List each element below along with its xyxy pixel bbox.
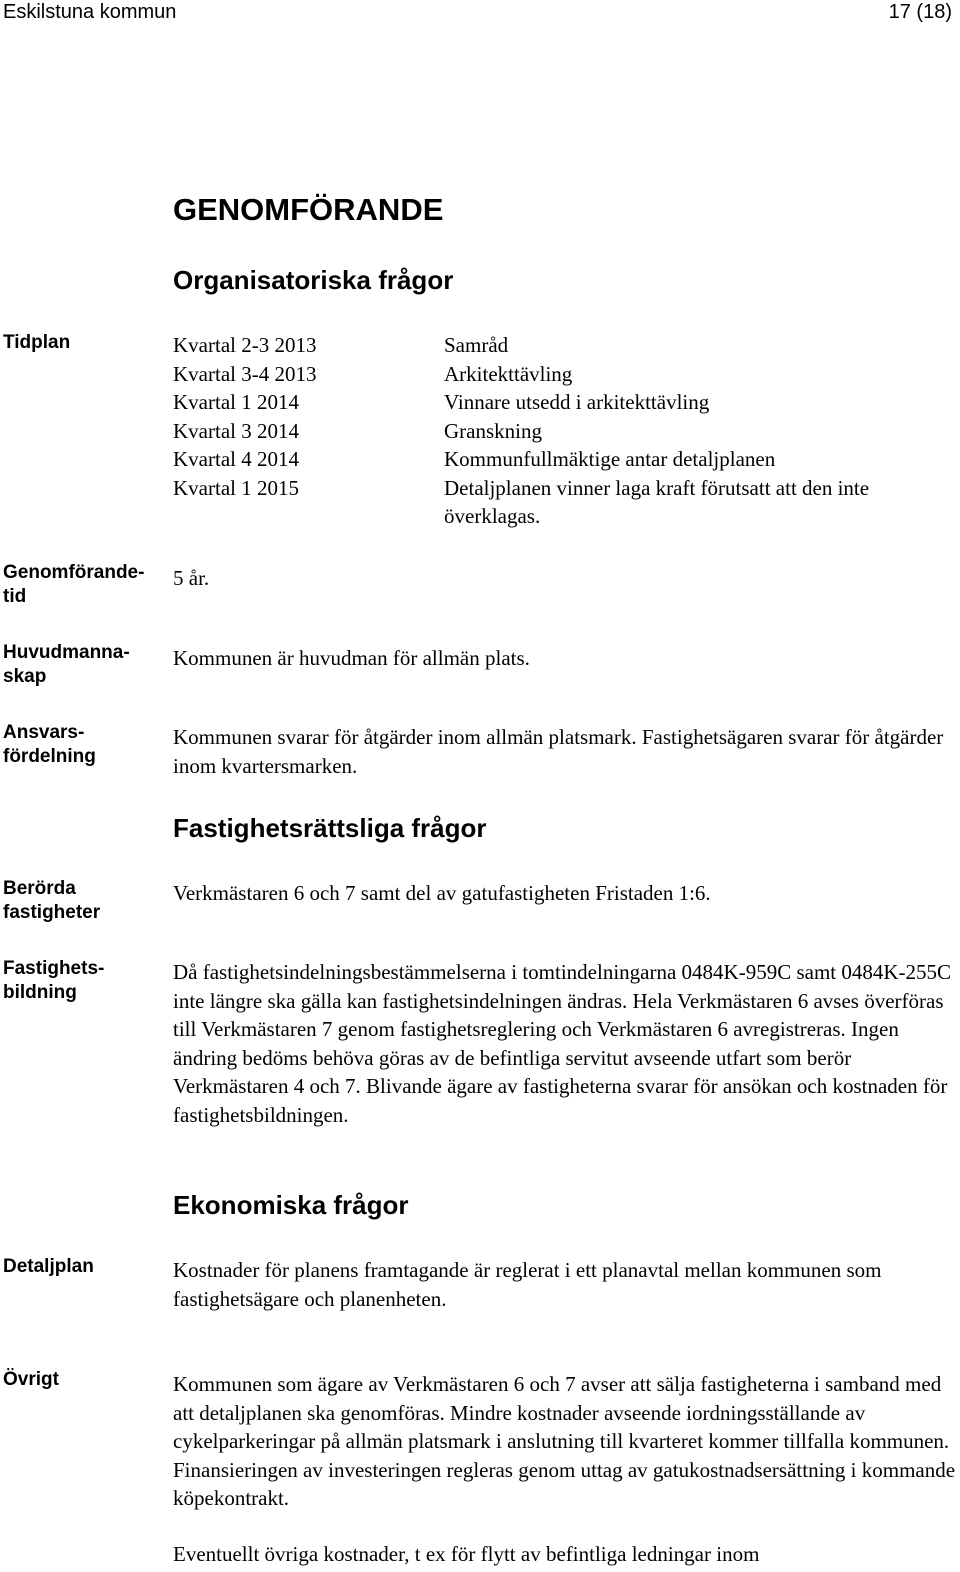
header-organization: Eskilstuna kommun — [3, 1, 177, 23]
schedule-what: Vinnare utsedd i arkitekttävling — [444, 390, 710, 414]
label-line: Berörda — [3, 878, 76, 899]
schedule-when: Kvartal 3-4 2013 — [173, 361, 317, 386]
label-genomforandetid — [3, 561, 163, 609]
schedule-what: Samråd — [444, 333, 509, 357]
schedule-when: Kvartal 1 2015 — [173, 475, 299, 500]
text-detaljplan: Kostnader för planens framtagande är reglerat i ett planavtal mellan kommunen som fastighetsägare och planenheten. — [173, 1258, 882, 1311]
text-huvudmannaskap: Kommunen är huvudman för allmän plats. — [173, 646, 530, 670]
schedule-when: Kvartal 4 2014 — [173, 447, 299, 471]
label-line: Huvudmanna- — [3, 642, 130, 663]
section-heading-organisatoriska: Organisatoriska frågor — [173, 265, 454, 295]
text-ovrigt-continued: Eventuellt övriga kostnader, t ex för flytt av befintliga ledningar inom — [173, 1542, 760, 1566]
text-fastighetsbildning: Då fastighetsindelningsbestämmelserna i tomtindelningarna 0484K-959C samt 0484K-255C inte längre ska gälla kan fastighetsindelningen ändras. Hela Verkmästaren 6 avses överföras till Verkmästaren 7 genom fastighetsreglering och Verkmästaren 6 avregistreras. Ingen ändring bedöms behöva göras av de befintliga servitut avseende utfart som berör Verkmästaren 4 och 7. Blivande ägare av fastigheterna svarar för ansökan och kostnaden för fastighetsbildningen. — [173, 960, 952, 1127]
label-ansvarsfordelning — [3, 721, 163, 769]
label-ovrigt: Övrigt — [3, 1369, 59, 1390]
label-line: Ansvars- — [3, 722, 85, 743]
text-ovrigt: Kommunen som ägare av Verkmästaren 6 och 7 avser att sälja fastigheterna i samband med att detaljplanen ska genomföras. Mindre kostnader avseende iordningsställande av cykelparkeringar på allmän platsmark i anslutning till kvarteret kommer tillfalla kommunen. Finansieringen av investeringen regleras genom uttag av gatukostnadsersättning i kommande köpekontrakt. — [173, 1372, 956, 1510]
label-line: fastigheter — [3, 902, 101, 923]
schedule-when: Kvartal 3 2014 — [173, 418, 299, 443]
text-genomforandetid: 5 år. — [173, 566, 210, 590]
page-title: GENOMFÖRANDE — [173, 192, 444, 227]
label-fastighetsbildning — [3, 957, 163, 1005]
schedule-what: Arkitekttävling — [444, 361, 573, 386]
label-huvudmannaskap — [3, 641, 163, 689]
label-line: Genomförande- — [3, 562, 145, 583]
label-berorda-fastigheter — [3, 877, 163, 925]
label-detaljplan: Detaljplan — [3, 1256, 94, 1277]
section-heading-ekonomiska: Ekonomiska frågor — [173, 1190, 409, 1220]
label-line: skap — [3, 666, 47, 687]
schedule-when: Kvartal 2-3 2013 — [173, 333, 317, 357]
label-line: fördelning — [3, 746, 96, 767]
label-tidplan: Tidplan — [3, 332, 71, 353]
label-line: Fastighets- — [3, 958, 105, 979]
schedule-what: överklagas. — [444, 504, 541, 528]
schedule-what: Kommunfullmäktige antar detaljplanen — [444, 447, 776, 471]
text-ansvarsfordelning: Kommunen svarar för åtgärder inom allmän platsmark. Fastighetsägaren svarar för åtgärder inom kvartersmarken. — [173, 725, 944, 778]
text-berorda-fastigheter: Verkmästaren 6 och 7 samt del av gatufastigheten Fristaden 1:6. — [173, 881, 711, 905]
schedule-what: Granskning — [444, 418, 542, 443]
schedule-what: Detaljplanen vinner laga kraft förutsatt att den inte — [444, 475, 870, 500]
label-line: tid — [3, 586, 27, 607]
label-line: bildning — [3, 982, 77, 1003]
schedule-when: Kvartal 1 2014 — [173, 390, 299, 414]
page-number: 17 (18) — [888, 1, 952, 23]
section-heading-fastighetsrattsliga: Fastighetsrättsliga frågor — [173, 813, 487, 843]
